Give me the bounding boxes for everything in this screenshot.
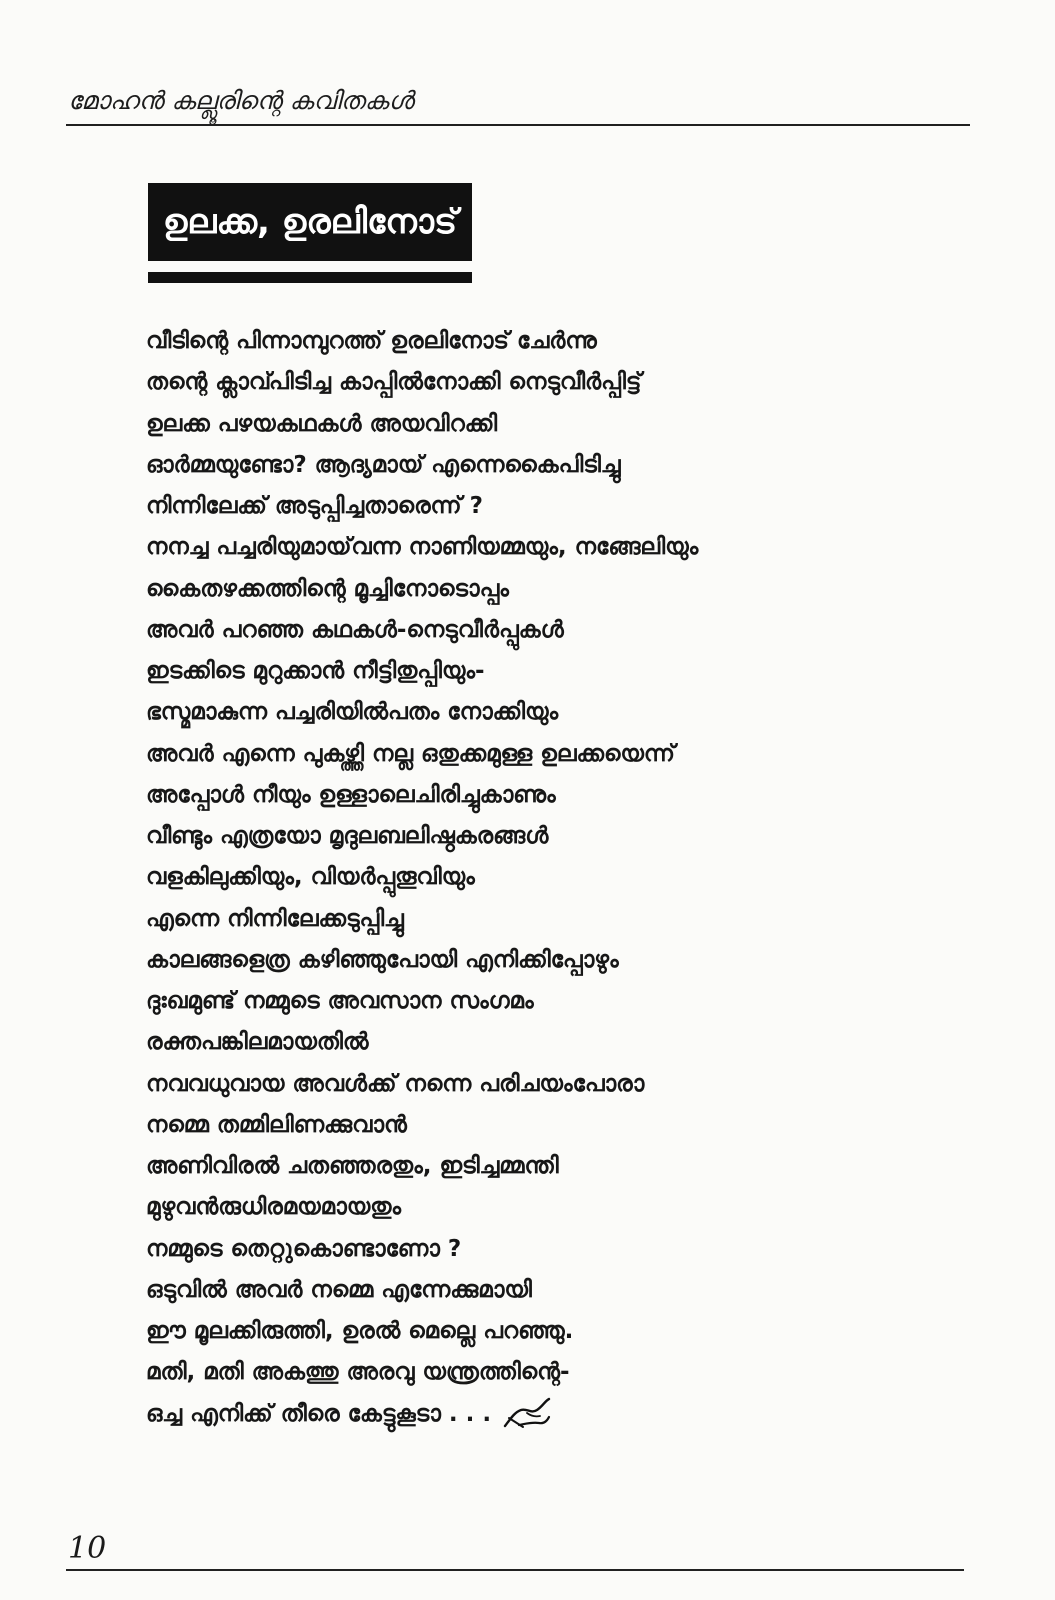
running-header-title: മോഹൻ കല്ലൂരിന്റെ കവിതകൾ: [68, 86, 414, 115]
poem-line: എന്നെ നിന്നിലേക്കടുപ്പിച്ചു: [146, 905, 404, 932]
poem-line: നമ്മെ തമ്മിലിണക്കുവാൻ: [146, 1111, 407, 1138]
poem-line: ഒച്ച എനിക്ക് തീരെ കേട്ടുകൂടാ . . .: [146, 1400, 492, 1427]
poem-title: ഉലക്ക, ഉരലിനോട്: [162, 202, 458, 242]
poem-line: നമ്മുടെ തെറ്റുകൊണ്ടാണോ ?: [146, 1235, 462, 1262]
poem-line: ഓർമ്മയുണ്ടോ? ആദ്യമായ് എന്നെകൈപിടിച്ചു: [146, 451, 621, 478]
poem-line: ഇടക്കിടെ മുറുക്കാൻ നീട്ടിതുപ്പിയും-: [146, 658, 485, 684]
poem-line: നവവധുവായ അവൾക്ക് നന്നെ പരിചയംപോരാ: [146, 1070, 645, 1097]
poem-line: നനച്ച പച്ചരിയുമായ്‌വന്ന നാണിയമ്മയും, നങ്ങേലിയും: [146, 534, 699, 561]
page-number: 10: [68, 1531, 107, 1566]
poem-line: ഭസ്മമാകുന്ന പച്ചരിയിൽപതം നോക്കിയും: [146, 699, 559, 726]
poem-line: ഉലക്ക പഴയകഥകൾ അയവിറക്കി: [146, 410, 498, 437]
poem-line: അപ്പോൾ നീയും ഉള്ളാലെചിരിച്ചുകാണും: [146, 781, 556, 808]
poem-body: [146, 321, 926, 1435]
poem-last-line: [146, 1394, 926, 1435]
poem-line: അവർ എന്നെ പുകഴ്ത്തി നല്ല ഒതുക്കമുള്ള ഉലക്കയെന്ന്: [146, 740, 675, 767]
footer-rule: [66, 1569, 964, 1571]
poem-title-banner: [148, 183, 472, 261]
poem-line: വീണ്ടും എത്രയോ മൃദുലബലിഷ്ഠകരങ്ങൾ: [146, 823, 549, 849]
poem-line: ഒടുവിൽ അവർ നമ്മെ എന്നേക്കുമായി: [146, 1276, 532, 1303]
poem-line: ദുഃഖമുണ്ട് നമ്മുടെ അവസാന സംഗമം: [146, 988, 534, 1014]
poem-line: അവർ പറഞ്ഞ കഥകൾ-നെടുവീർപ്പുകൾ: [146, 616, 564, 643]
poem-line: കാലങ്ങളെത്ര കഴിഞ്ഞുപോയി എനിക്കിപ്പോഴും: [146, 946, 619, 973]
poem-line: ഈ മൂലക്കിരുത്തി, ഉരൽ മെല്ലെ പറഞ്ഞു.: [146, 1318, 574, 1344]
poem-line: വീടിന്റെ പിന്നാമ്പുറത്ത് ഉരലിനോട് ചേർന്നു: [146, 328, 597, 354]
poem-line: വളകിലുക്കിയും, വിയർപ്പുതൂവിയും: [146, 864, 475, 891]
quill-pen-icon: [501, 1396, 553, 1432]
header-rule: [66, 124, 970, 126]
poem-line: നിന്നിലേക്ക് അടുപ്പിച്ചതാരെന്ന് ?: [146, 493, 483, 519]
title-underline-bar: [148, 272, 472, 283]
poem-line: രക്തപങ്കിലമായതിൽ: [146, 1029, 369, 1056]
poem-line: അണിവിരൽ ചതഞ്ഞരതും, ഇടിച്ചമ്മന്തി: [146, 1153, 559, 1179]
poem-line: തന്റെ ക്ലാവ്പിടിച്ച കാപ്പിൽനോക്കി നെടുവീർപ്പിട്ട്: [146, 369, 642, 396]
poem-line: മുഴുവൻരുധിരമയമായതും: [146, 1194, 402, 1221]
poem-line: മതി, മതി അകത്തു അരവു യന്ത്രത്തിന്റെ-: [146, 1359, 570, 1386]
poem-line: കൈതഴക്കത്തിന്റെ മൂച്ചിനോടൊപ്പം: [146, 575, 509, 602]
